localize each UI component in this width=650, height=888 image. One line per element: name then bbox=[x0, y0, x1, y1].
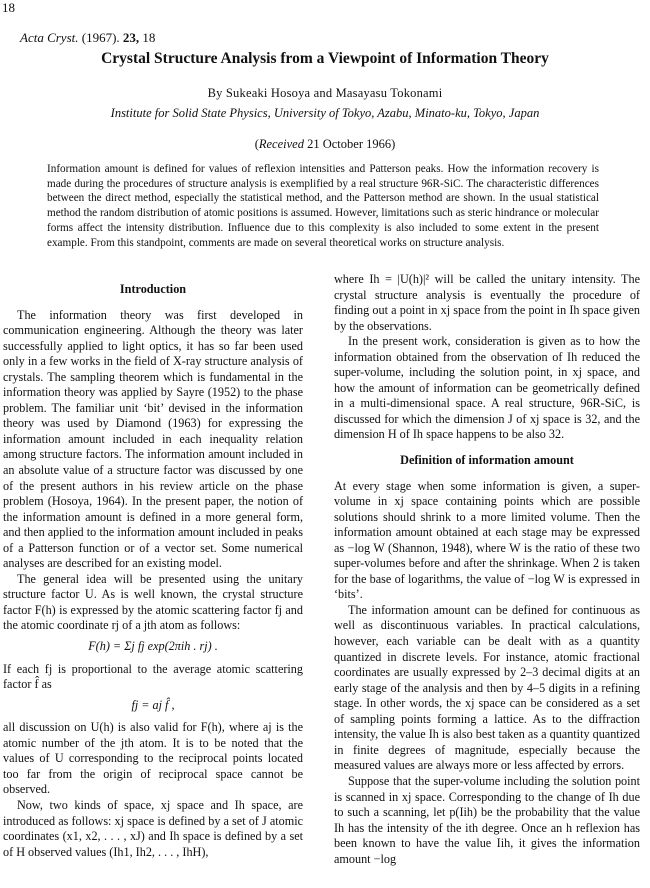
paragraph: Suppose that the super-volume including the solution point is scanned in xj space. Corresponding to the change of Ih due to such a scanning, let p(Iih) be the probability that the value Ih has the intensity of the ith degree. Once an h reflexion has been known to have the value Iih, it gives the information amount −log bbox=[334, 773, 640, 866]
paragraph: If each fj is proportional to the average atomic scattering factor f̂ as bbox=[3, 661, 303, 692]
journal-name: Acta Cryst. bbox=[20, 30, 79, 45]
journal-year: (1967). bbox=[81, 30, 120, 45]
paragraph: The information theory was first developed in communication engineering. Although the theory was later successfully applied to light optics, it has so far been used only in a few works in the field of X-ray structure analysis of crystals. The sampling theorem which is fundamental in the information theory was applied by Sayre (1952) to the phase problem. The familiar unit ‘bit’ devised in the information theory was used by Diamond (1963) for expressing the information amount included in each inequality relation among structure factors. The information amount included in an absolute value of a structure factor was discussed by one of the present authors in his review article on the phase problem (Hosoya, 1964). In the present paper, the notion of the information amount is defined in a more general form, and then applied to the information amount included in peaks of a Patterson function or of a vector set. Some numerical analyses are described for an existing model. bbox=[3, 307, 303, 571]
equation-structure-factor: F(h) = Σj fj exp(2πih . rj) . bbox=[88, 639, 218, 654]
received-label: Received bbox=[258, 137, 304, 151]
paragraph: The general idea will be presented using the unitary structure factor U. As is well known, the crystal structure factor F(h) is expressed by the atomic scattering factor fj and the atomic coordinate rj of a jth atom as follows: bbox=[3, 571, 303, 633]
received-value: 21 October 1966 bbox=[307, 137, 392, 151]
section-heading-introduction: Introduction bbox=[119, 282, 187, 296]
right-column bbox=[334, 272, 640, 867]
received-date: (Received 21 October 1966) bbox=[254, 137, 396, 151]
paragraph: At every stage when some information is given, a super-volume in xj space containing points which are possible solutions should shrink to a more limited volume. Then the information amount obtained at each stage may be expressed as −log W (Shannon, 1948), where W is the ratio of these two super-volumes before and after the shrinkage. When 2 is taken for the base of logarithms, the value of −log W is expressed in ‘bits’. bbox=[334, 478, 640, 602]
journal-page: 18 bbox=[142, 30, 156, 45]
journal-volume: 23, bbox=[122, 30, 140, 45]
paper-authors: By Sukeaki Hosoya and Masayasu Tokonami bbox=[207, 86, 443, 100]
section-heading-definition: Definition of information amount bbox=[400, 453, 574, 468]
paragraph: In the present work, consideration is given as to how the information obtained from the observation of Ih reduced the super-volume, including the solution point, in xj space, and how the amount of information can be geometrically defined in a multi-dimensional space. A real structure, 96R-SiC, is discussed for which the dimension J of xj space is 32, and the dimension H of Ih space happens to be also 32. bbox=[334, 334, 640, 442]
journal-citation bbox=[20, 30, 155, 46]
paragraph: Now, two kinds of space, xj space and Ih space, are introduced as follows: xj space is defined by a set of J atomic coordinates (x1, x2, . . . , xJ) and Ih space is defined by a set of H observed values (Ih1, Ih2, . . . , IhH), bbox=[3, 797, 303, 859]
paper-affiliation: Institute for Solid State Physics, University of Tokyo, Azabu, Minato-ku, Tokyo, Japan bbox=[110, 106, 540, 120]
paragraph: all discussion on U(h) is also valid for F(h), where aj is the atomic number of the jth atom. It is to be noted that the values of U corresponding to the reciprocal points located too far from the origin of reciprocal space cannot be observed. bbox=[3, 720, 303, 797]
paragraph: where Ih = |U(h)|² will be called the unitary intensity. The crystal structure analysis is eventually the procedure of finding out a point in xj space from the point in Ih space given by the observations. bbox=[334, 272, 640, 333]
paragraph: The information amount can be defined for continuous as well as discontinuous variables. In practical calculations, however, each variable can be dealt with as a quantity quantized in discrete levels. For instance, atomic fractional coordinates are usually expressed by 2–3 decimal digits at an early stage of the analysis and then by 4–5 digits in a refining stage. In other words, the xj space can be considered as a set of sampling points forming a lattice. As to the diffraction intensity, the value Ih is also best taken as a quantity quantized in finite degrees of magnitude, especially because the measured values are always more or less affected by errors. bbox=[334, 602, 640, 773]
left-column bbox=[3, 272, 303, 860]
abstract: Information amount is defined for values of reflexion intensities and Patterson peaks. How the information recovery is made during the procedures of structure analysis is exemplified by a real structure 96R-SiC. The characteristic differences between the direct method, especially the statistical method, and the Patterson method are shown. In the usual statistical method the random distribution of atomic positions is assumed. However, limitations such as steric hindrance or molecular forms affect the intensity distribution. Influence due to this complexity is also included to some extent in the present example. From this standpoint, comments are made on several theoretical works on structure analysis. bbox=[47, 163, 599, 249]
equation-scattering-factor: fj = aj f̂ , bbox=[131, 697, 175, 712]
page-number: 18 bbox=[2, 0, 15, 15]
paper-title: Crystal Structure Analysis from a Viewpoint of Information Theory bbox=[101, 50, 549, 67]
